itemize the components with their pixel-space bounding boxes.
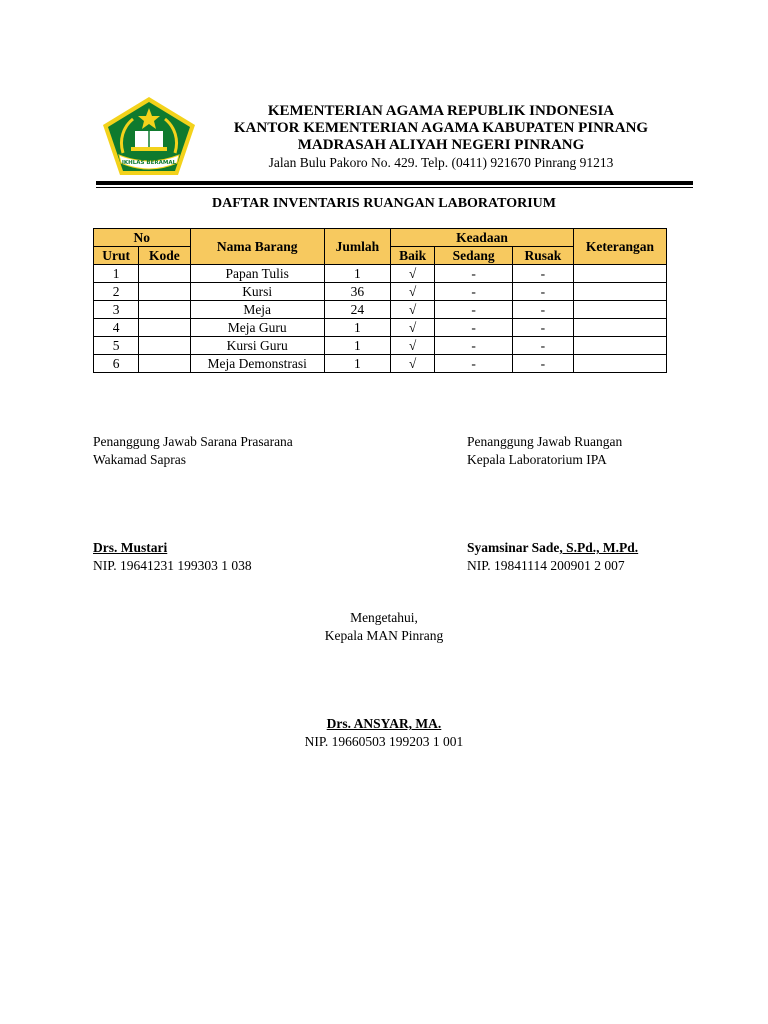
cell-rusak: - — [512, 301, 573, 319]
table-row — [94, 283, 667, 301]
cell-sedang: - — [435, 337, 513, 355]
signature-center — [184, 609, 584, 645]
cell-baik: √ — [390, 319, 434, 337]
letterhead-school: MADRASAH ALIYAH NEGERI PINRANG — [297, 137, 585, 153]
sig-right-name-main: Syamsinar Sade — [467, 540, 560, 555]
letterhead-rule-thick — [96, 181, 693, 185]
cell-rusak: - — [512, 355, 573, 373]
cell-jumlah: 36 — [324, 283, 390, 301]
cell-keterangan — [573, 355, 666, 373]
cell-kode — [139, 265, 190, 283]
header-urut: Urut — [94, 247, 139, 265]
header-keterangan: Keterangan — [573, 229, 666, 265]
document-title: DAFTAR INVENTARIS RUANGAN LABORATORIUM — [212, 196, 556, 211]
cell-kode — [139, 301, 190, 319]
cell-keterangan — [573, 301, 666, 319]
sig-left-role1: Penanggung Jawab Sarana Prasarana — [93, 434, 293, 449]
header-baik: Baik — [390, 247, 434, 265]
cell-baik: √ — [390, 355, 434, 373]
signature-right — [467, 433, 622, 469]
table-row — [94, 319, 667, 337]
cell-rusak: - — [512, 283, 573, 301]
signature-center-name-block — [184, 715, 584, 751]
header-keadaan: Keadaan — [390, 229, 573, 247]
cell-rusak: - — [512, 319, 573, 337]
sig-right-nip: NIP. 19841114 200901 2 007 — [467, 558, 625, 573]
cell-nama: Papan Tulis — [190, 265, 324, 283]
cell-sedang: - — [435, 301, 513, 319]
sig-right-name-degree: , S.Pd., M.Pd. — [559, 540, 639, 555]
letterhead-ministry: KEMENTERIAN AGAMA REPUBLIK INDONESIA — [267, 103, 615, 119]
letterhead — [220, 103, 662, 171]
cell-sedang: - — [435, 265, 513, 283]
sig-center-name: Drs. ANSYAR, MA. — [326, 716, 442, 731]
cell-urut: 3 — [94, 301, 139, 319]
cell-nama: Meja — [190, 301, 324, 319]
cell-nama: Meja Demonstrasi — [190, 355, 324, 373]
sig-left-name: Drs. Mustari — [93, 540, 168, 555]
cell-rusak: - — [512, 337, 573, 355]
table-row — [94, 337, 667, 355]
cell-jumlah: 24 — [324, 301, 390, 319]
letterhead-office: KANTOR KEMENTERIAN AGAMA KABUPATEN PINRANG — [233, 120, 649, 136]
header-sedang: Sedang — [435, 247, 513, 265]
cell-baik: √ — [390, 283, 434, 301]
inventory-table — [93, 228, 667, 373]
cell-urut: 4 — [94, 319, 139, 337]
signature-left-name-block — [93, 539, 252, 575]
sig-right-role1: Penanggung Jawab Ruangan — [467, 434, 623, 449]
letterhead-rule-thin — [96, 187, 693, 188]
letterhead-address: Jalan Bulu Pakoro No. 429. Telp. (0411) 921670 Pinrang 91213 — [268, 155, 614, 170]
header-kode: Kode — [139, 247, 190, 265]
cell-nama: Kursi — [190, 283, 324, 301]
kemenag-logo — [101, 95, 197, 177]
cell-rusak: - — [512, 265, 573, 283]
cell-keterangan — [573, 337, 666, 355]
cell-baik: √ — [390, 337, 434, 355]
cell-sedang: - — [435, 355, 513, 373]
cell-baik: √ — [390, 301, 434, 319]
sig-right-role2: Kepala Laboratorium IPA — [467, 452, 607, 467]
cell-jumlah: 1 — [324, 319, 390, 337]
header-no: No — [94, 229, 191, 247]
signature-right-name-block — [467, 539, 638, 575]
cell-urut: 6 — [94, 355, 139, 373]
cell-kode — [139, 319, 190, 337]
header-nama-barang: Nama Barang — [190, 229, 324, 265]
sig-center-role1: Mengetahui, — [350, 610, 418, 625]
cell-sedang: - — [435, 319, 513, 337]
sig-left-nip: NIP. 19641231 199303 1 038 — [93, 558, 252, 573]
cell-urut: 2 — [94, 283, 139, 301]
logo-ribbon-text: IKHLAS BERAMAL — [121, 160, 177, 166]
cell-keterangan — [573, 265, 666, 283]
cell-keterangan — [573, 283, 666, 301]
cell-jumlah: 1 — [324, 265, 390, 283]
table-row — [94, 301, 667, 319]
cell-kode — [139, 355, 190, 373]
sig-center-role2: Kepala MAN Pinrang — [324, 628, 444, 643]
header-jumlah: Jumlah — [324, 229, 390, 265]
sig-center-nip: NIP. 19660503 199203 1 001 — [304, 734, 464, 749]
cell-kode — [139, 283, 190, 301]
header-rusak: Rusak — [512, 247, 573, 265]
cell-nama: Meja Guru — [190, 319, 324, 337]
sig-right-name — [467, 539, 638, 557]
cell-kode — [139, 337, 190, 355]
table-row — [94, 265, 667, 283]
cell-urut: 5 — [94, 337, 139, 355]
cell-nama: Kursi Guru — [190, 337, 324, 355]
cell-keterangan — [573, 319, 666, 337]
table-row — [94, 355, 667, 373]
cell-sedang: - — [435, 283, 513, 301]
signature-left — [93, 433, 293, 469]
cell-baik: √ — [390, 265, 434, 283]
cell-urut: 1 — [94, 265, 139, 283]
cell-jumlah: 1 — [324, 337, 390, 355]
sig-left-role2: Wakamad Sapras — [93, 452, 187, 467]
cell-jumlah: 1 — [324, 355, 390, 373]
